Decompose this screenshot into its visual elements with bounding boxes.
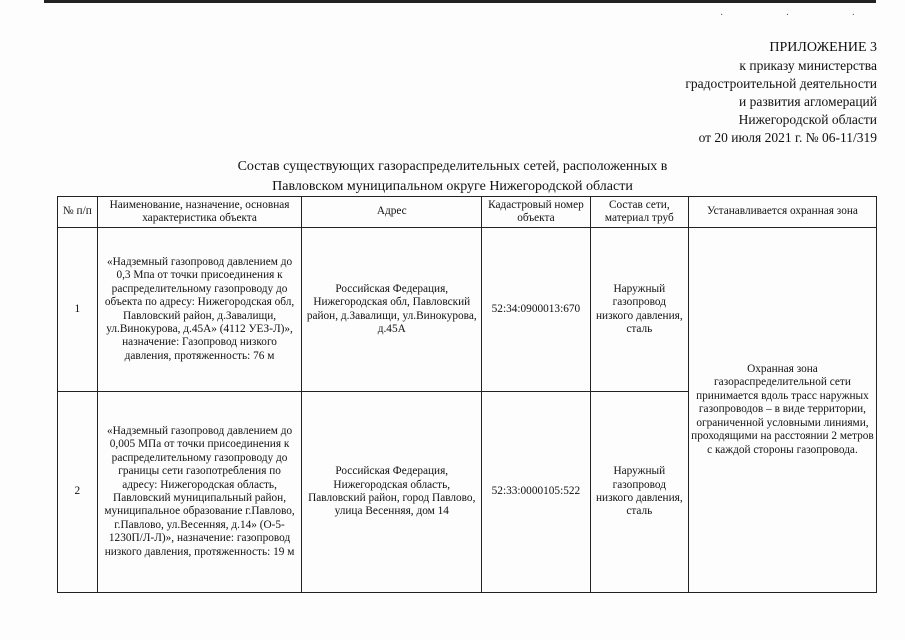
row-cadastral: 52:33:0000105:522	[482, 392, 591, 593]
appendix-line: и развития агломераций	[738, 94, 877, 109]
appendix-header	[685, 39, 877, 147]
protection-zone-cell: Охранная зона газораспределительной сети принимается вдоль трасс наружных газопроводов – в виде территории, ограниченной условными линиями, проходящими на расстоянии 2 метров с каждой стороны газопровода.	[688, 228, 876, 593]
appendix-line: к приказу министерства	[739, 58, 877, 73]
appendix-order-date: от 20 июля 2021 г. № 06-11/319	[698, 130, 877, 145]
row-material: Наружный газопровод низкого давления, сталь	[590, 392, 688, 593]
row-num: 1	[58, 228, 98, 392]
row-address: Российская Федерация, Нижегородская область, Павловский район, город Павлово, улица Весенняя, дом 14	[302, 392, 482, 593]
row-num: 2	[58, 392, 98, 593]
appendix-line: Нижегородской области	[738, 112, 877, 127]
document-title-line: Состав существующих газораспределительных сетей, расположенных в	[237, 159, 668, 174]
appendix-line: градостроительной деятельности	[685, 76, 877, 91]
table-header-row	[58, 197, 877, 228]
header-address: Адрес	[302, 197, 482, 228]
row-name: «Надземный газопровод давлением до 0,005 МПа от точки присоединения к распределительному газопроводу до границы сети газопотребления по адресу: Нижегородская область, Павловский муниципальный район, муниципальное образование г.Павлово, г.Павлово, ул.Весенняя, д.14» (О-5-1230П/Л-Л)», назначение: газопровод низкого давления, протяженность: 19 м	[97, 392, 302, 593]
row-material: Наружный газопровод низкого давления, сталь	[590, 228, 688, 392]
header-cadastral: Кадастровый номер объекта	[482, 197, 591, 228]
row-cadastral: 52:34:0900013:670	[482, 228, 591, 392]
table-row	[58, 228, 877, 392]
header-num: № п/п	[58, 197, 98, 228]
document-title	[0, 157, 905, 197]
document-title-line: Павловском муниципальном округе Нижегородской области	[272, 179, 633, 194]
header-material: Состав сети, материал труб	[590, 197, 688, 228]
gas-networks-table	[57, 196, 877, 593]
scan-top-border	[44, 0, 876, 3]
header-name: Наименование, назначение, основная характеристика объекта	[97, 197, 302, 228]
row-name: «Надземный газопровод давлением до 0,3 Мпа от точки присоединения к распределительному газопроводу до объекта по адресу: Нижегородская обл, Павловский район, д.Завалищи, ул.Винокурова, д.45А» (4112 УЕЗ-Л)», назначение: Газопровод низкого давления, протяженность: 76 м	[97, 228, 302, 392]
row-address: Российская Федерация, Нижегородская обл, Павловский район, д.Завалищи, ул.Винокурова, д.45А	[302, 228, 482, 392]
scan-specks: · · ·	[720, 10, 885, 21]
header-zone: Устанавливается охранная зона	[688, 197, 876, 228]
appendix-title: ПРИЛОЖЕНИЕ 3	[769, 40, 877, 55]
